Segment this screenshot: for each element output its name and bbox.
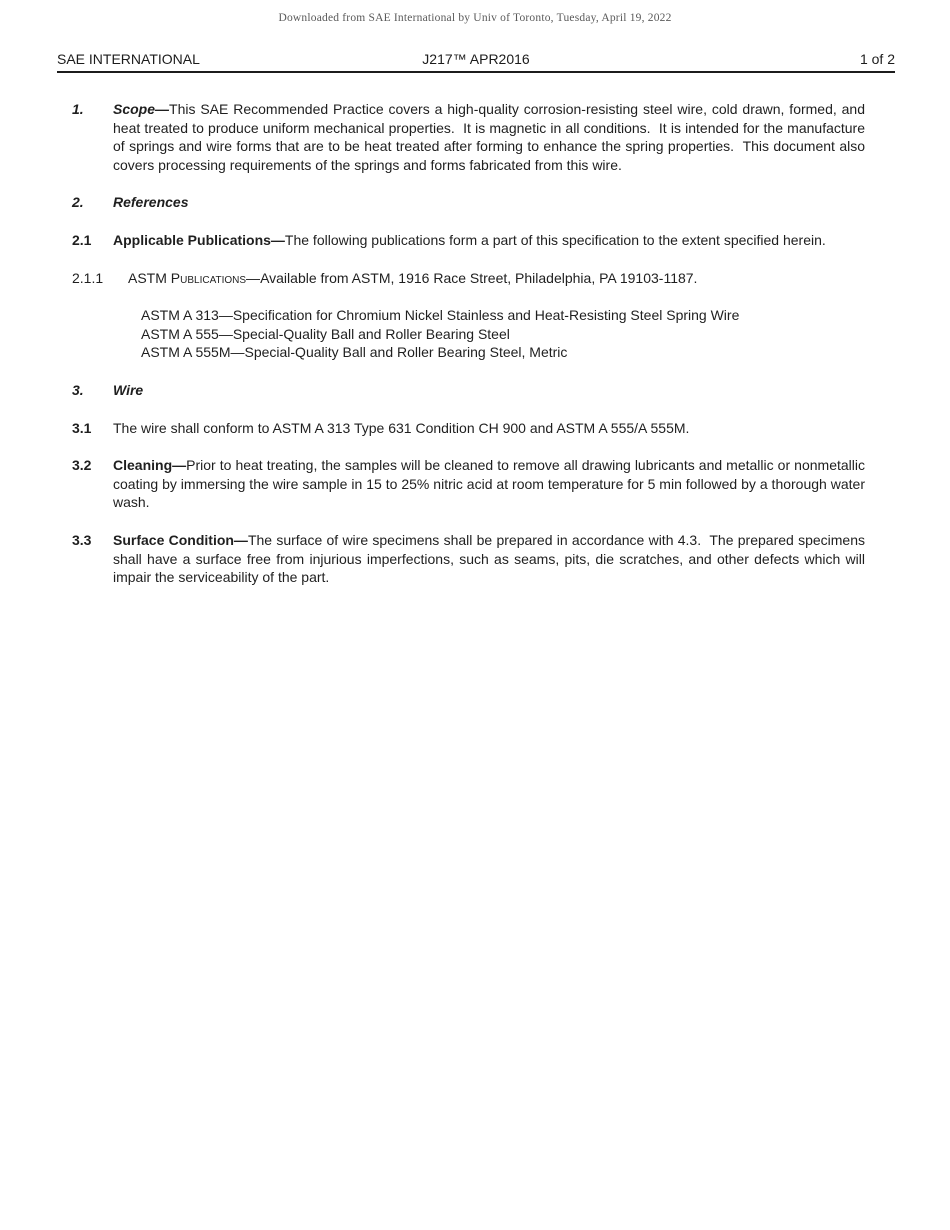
header-publisher: SAE INTERNATIONAL	[57, 51, 200, 67]
section-paragraph	[113, 419, 865, 438]
section-references	[72, 193, 865, 212]
section-number: 3.1	[72, 419, 92, 436]
section-title: Cleaning—	[113, 457, 187, 474]
section-title: References	[113, 194, 189, 211]
reference-item: ASTM A 555M—Special-Quality Ball and Roller Bearing Steel, Metric	[141, 344, 568, 361]
section-surface-condition	[72, 531, 869, 587]
section-paragraph	[113, 100, 869, 174]
section-title: Surface Condition—	[113, 531, 248, 548]
section-number: 3.	[72, 381, 84, 398]
header-divider	[57, 71, 895, 73]
section-paragraph	[128, 269, 865, 288]
section-wire-conformance	[72, 419, 865, 438]
astm-reference-list	[141, 306, 865, 362]
section-number: 3.3	[72, 531, 92, 548]
section-paragraph	[113, 531, 869, 587]
reference-item: ASTM A 555—Special-Quality Ball and Roller Bearing Steel	[141, 325, 510, 342]
section-paragraph	[113, 456, 869, 512]
section-applicable-publications	[72, 231, 865, 250]
section-text: The following publications form a part of this specification to the extent specified herein.	[284, 231, 826, 248]
section-cleaning	[72, 456, 869, 512]
section-number: 2.1	[72, 231, 92, 248]
section-title: Scope—	[113, 101, 170, 117]
download-watermark: Downloaded from SAE International by Univ of Toronto, Tuesday, April 19, 2022	[278, 12, 672, 24]
section-astm-publications	[72, 269, 865, 288]
section-paragraph	[113, 381, 865, 400]
header-page-count: 1 of 2	[859, 51, 895, 67]
section-paragraph	[113, 193, 865, 212]
section-number: 2.1.1	[72, 269, 104, 286]
section-text: The surface of wire specimens shall be prepared in accordance with 4.3. The prepared specimens shall have a surface free from injurious imperfections, such as seams, pits, die scratches, and other defects which will impair the serviceability of the part.	[113, 531, 869, 586]
section-number: 3.2	[72, 457, 92, 474]
section-scope	[72, 100, 869, 174]
section-text: Prior to heat treating, the samples will be cleaned to remove all drawing lubricants and metallic or nonmetallic coating by immersing the wire sample in 15 to 25% nitric acid at room temperature for 5 min followed by a thorough water wash.	[113, 457, 869, 511]
section-wire	[72, 381, 865, 400]
header-doc-number: J217™ APR2016	[422, 51, 530, 67]
reference-item: ASTM A 313—Specification for Chromium Nickel Stainless and Heat-Resisting Steel Spring Wire	[141, 307, 740, 324]
section-title: Applicable Publications—	[113, 231, 285, 248]
section-title: Wire	[113, 381, 144, 398]
section-text: The wire shall conform to ASTM A 313 Type 631 Condition CH 900 and ASTM A 555/A 555M.	[113, 419, 690, 436]
section-title: ASTM Publications—	[128, 269, 261, 286]
section-number: 2.	[72, 194, 84, 211]
section-text: Available from ASTM, 1916 Race Street, Philadelphia, PA 19103-1187.	[260, 269, 698, 286]
section-paragraph	[113, 231, 865, 250]
page-header	[57, 51, 895, 69]
section-text: This SAE Recommended Practice covers a high-quality corrosion-resisting steel wire, cold drawn, formed, and heat treated to produce uniform mechanical properties. It is magnetic in all conditions. It is intended for the manufacture of springs and wire forms that are to be heat treated after forming to enhance the spring properties. This document also covers processing requirements of the springs and forms fabricated from this wire.	[113, 101, 869, 173]
section-number: 1.	[72, 101, 84, 117]
document-body	[72, 100, 869, 606]
